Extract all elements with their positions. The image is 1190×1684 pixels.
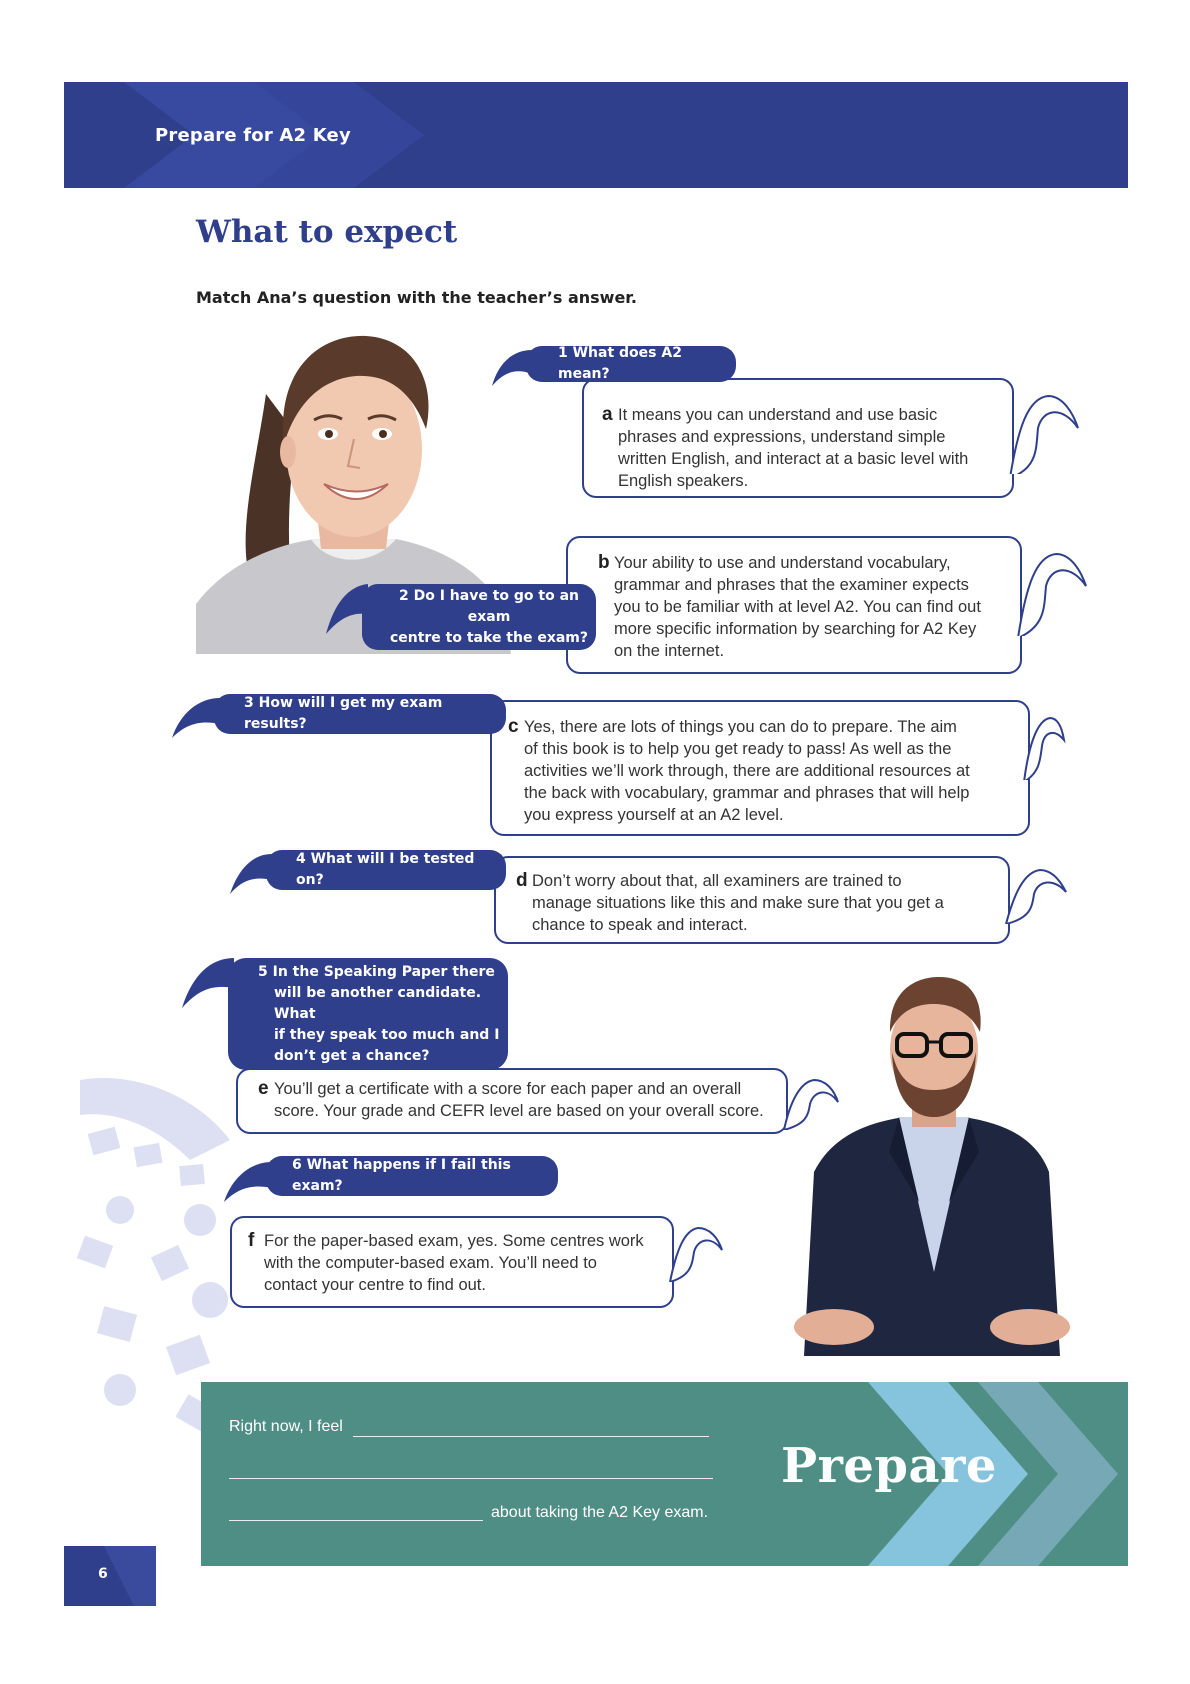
answer-letter: f (248, 1230, 255, 1251)
question-line: 1 What does A2 mean? (558, 345, 682, 382)
bubble-tail (1022, 710, 1066, 780)
answer-letter: c (508, 716, 519, 737)
bubble-tail (1004, 864, 1070, 924)
bubble-tail (492, 350, 532, 386)
bubble-tail (782, 1074, 842, 1130)
answer-line: For the paper-based exam, yes. Some centres work (264, 1232, 644, 1250)
question-line: 2 Do I have to go to an exam (398, 587, 580, 625)
page-number: 6 (98, 1566, 108, 1582)
answer-line: on the internet. (614, 642, 725, 660)
answer-a (582, 378, 1014, 498)
answer-line: of this book is to help you get ready to pass! As well as the (524, 740, 952, 758)
answer-line: you to be familiar with at level A2. You can find out (614, 598, 981, 616)
bubble-tail (326, 584, 368, 634)
header-title: Prepare for A2 Key (155, 125, 351, 146)
bubble-tail (182, 958, 234, 1008)
fill-line (229, 1478, 713, 1479)
feel-prompt: Right now, I feel (229, 1418, 343, 1435)
answer-line: It means you can understand and use basic (618, 406, 938, 424)
prepare-heading: Prepare (781, 1438, 997, 1494)
question-line: 3 How will I get my exam results? (244, 695, 443, 732)
answer-line: Yes, there are lots of things you can do to prepare. The aim (524, 718, 957, 736)
answer-line: the back with vocabulary, grammar and phrases that will help (524, 784, 970, 802)
page-number-tab (64, 1546, 156, 1606)
answer-line: Don’t worry about that, all examiners are trained to (532, 872, 902, 890)
bubble-tail (172, 698, 220, 738)
bubble-tail (224, 1162, 272, 1202)
question-line: don’t get a chance? (274, 1047, 430, 1064)
fill-line (229, 1520, 483, 1521)
fill-line (353, 1436, 709, 1437)
answer-letter: e (258, 1078, 269, 1099)
question-5 (228, 958, 508, 1070)
answer-line: score. Your grade and CEFR level are based on your overall score. (274, 1102, 764, 1120)
bubble-tail (1008, 388, 1084, 474)
answer-c (490, 700, 1030, 836)
answer-line: you express yourself at an A2 level. (524, 806, 784, 824)
answer-line: activities we’ll work through, there are additional resources at (524, 762, 970, 780)
header-band (64, 82, 1128, 188)
answer-line: manage situations like this and make sure that you get a (532, 894, 944, 912)
answer-line: Your ability to use and understand vocabulary, (614, 554, 951, 572)
answer-line: with the computer-based exam. You’ll need to (264, 1254, 597, 1272)
bubble-tail (668, 1222, 724, 1282)
question-line: 6 What happens if I fail this exam? (292, 1157, 511, 1194)
bubble-tail (230, 854, 272, 894)
answer-line: written English, and interact at a basic level with (618, 450, 969, 468)
instruction-text: Match Ana’s question with the teacher’s answer. (196, 288, 637, 307)
answer-f (230, 1216, 674, 1308)
question-line: 5 In the Speaking Paper there (258, 963, 495, 980)
answer-line: more specific information by searching for A2 Key (614, 620, 977, 638)
question-2 (362, 584, 596, 650)
prepare-band (201, 1382, 1128, 1566)
question-line: will be another candidate. What (274, 984, 482, 1022)
question-4 (266, 850, 506, 890)
page-tab-chevron (64, 1546, 156, 1606)
question-3 (214, 694, 506, 734)
answer-letter: b (598, 552, 610, 573)
answer-line: chance to speak and interact. (532, 916, 748, 934)
question-1 (526, 346, 736, 382)
question-line: centre to take the exam? (389, 629, 589, 646)
feel-ending: about taking the A2 Key exam. (491, 1504, 709, 1521)
question-line: if they speak too much and I (274, 1026, 500, 1043)
answer-line: contact your centre to find out. (264, 1276, 486, 1294)
question-line: 4 What will I be tested on? (296, 851, 475, 888)
answer-letter: a (602, 404, 613, 425)
question-6 (266, 1156, 558, 1196)
answer-line: grammar and phrases that the examiner expects (614, 576, 969, 594)
answer-letter: d (516, 870, 528, 891)
answer-line: phrases and expressions, understand simple (618, 428, 946, 446)
answer-line: You’ll get a certificate with a score for each paper and an overall (274, 1080, 742, 1098)
teacher-photo (794, 972, 1070, 1356)
bubble-tail (1016, 546, 1092, 636)
answer-b (566, 536, 1022, 674)
page-title: What to expect (196, 214, 458, 250)
answer-line: English speakers. (618, 472, 749, 490)
answer-e (236, 1068, 788, 1134)
answer-d (494, 856, 1010, 944)
